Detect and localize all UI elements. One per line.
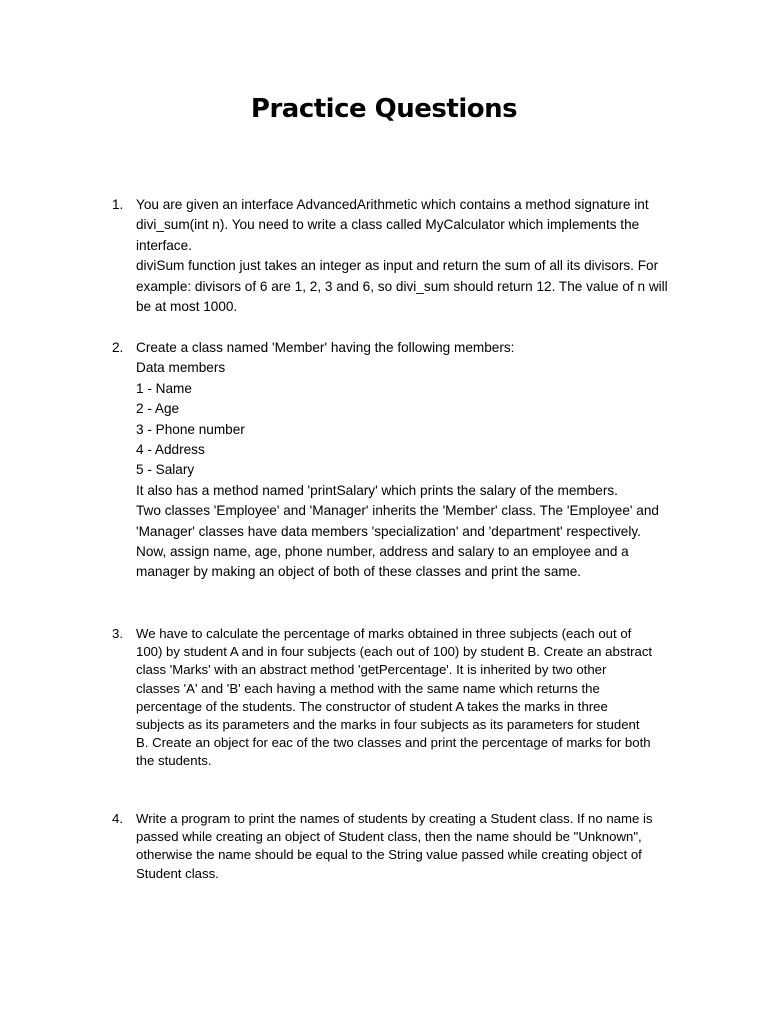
question-line: 100) by student A and in four subjects (each out of 100) by student B. Create an abstract: [136, 644, 653, 660]
question-line: percentage of the students. The constructor of student A takes the marks in three: [136, 698, 608, 714]
question-line: 5 - Salary: [136, 462, 195, 478]
question-line: 'Manager' classes have data members 'specialization' and 'department' respectively.: [136, 523, 641, 539]
question-line: be at most 1000.: [136, 299, 238, 315]
question-line: otherwise the name should be equal to the String value passed while creating object of: [136, 847, 642, 863]
question-4: [112, 810, 682, 883]
question-1: [112, 195, 682, 317]
question-line: 2 - Age: [136, 401, 180, 417]
question-line: example: divisors of 6 are 1, 2, 3 and 6, so divi_sum should return 12. The value of n will: [136, 278, 668, 294]
page-title: Practice Questions: [250, 94, 518, 124]
question-line: We have to calculate the percentage of marks obtained in three subjects (each out of: [136, 626, 632, 641]
question-line: 3 - Phone number: [136, 421, 245, 437]
question-line: Student class.: [136, 865, 219, 881]
question-2: [112, 338, 682, 583]
question-line: 1 - Name: [136, 380, 192, 396]
question-number: 2.: [112, 340, 124, 355]
question-line: divi_sum(int n). You need to write a class called MyCalculator which implements the: [136, 217, 640, 233]
question-line: Two classes 'Employee' and 'Manager' inherits the 'Member' class. The 'Employee' and: [136, 503, 659, 519]
question-line: the students.: [136, 753, 212, 769]
question-body: [136, 810, 682, 883]
question-line: You are given an interface AdvancedArithmetic which contains a method signature int: [136, 197, 649, 212]
question-number: 3.: [112, 626, 123, 641]
question-line: B. Create an object for eac of the two classes and print the percentage of marks for both: [136, 735, 651, 751]
question-line: Create a class named 'Member' having the following members:: [136, 340, 515, 355]
question-body: [136, 195, 682, 317]
question-body: [136, 625, 682, 771]
question-line: manager by making an object of both of these classes and print the same.: [136, 564, 582, 580]
question-line: classes 'A' and 'B' each having a method with the same name which returns the: [136, 680, 600, 696]
question-line: It also has a method named 'printSalary' which prints the salary of the members.: [136, 482, 618, 498]
question-body: [136, 338, 682, 583]
question-3: [112, 625, 682, 771]
question-line: class 'Marks' with an abstract method 'getPercentage'. It is inherited by two other: [136, 662, 607, 678]
question-line: passed while creating an object of Student class, then the name should be "Unknown",: [136, 829, 642, 845]
question-line: Now, assign name, age, phone number, address and salary to an employee and a: [136, 544, 629, 560]
question-line: subjects as its parameters and the marks in four subjects as its parameters for student: [136, 717, 640, 733]
question-line: interface.: [136, 237, 192, 253]
question-number: 4.: [112, 811, 123, 826]
question-line: Write a program to print the names of students by creating a Student class. If no name is: [136, 811, 653, 826]
question-line: Data members: [136, 360, 226, 376]
question-line: 4 - Address: [136, 442, 205, 458]
question-line: diviSum function just takes an integer as input and return the sum of all its divisors. For: [136, 258, 659, 274]
question-number: 1.: [112, 197, 124, 212]
